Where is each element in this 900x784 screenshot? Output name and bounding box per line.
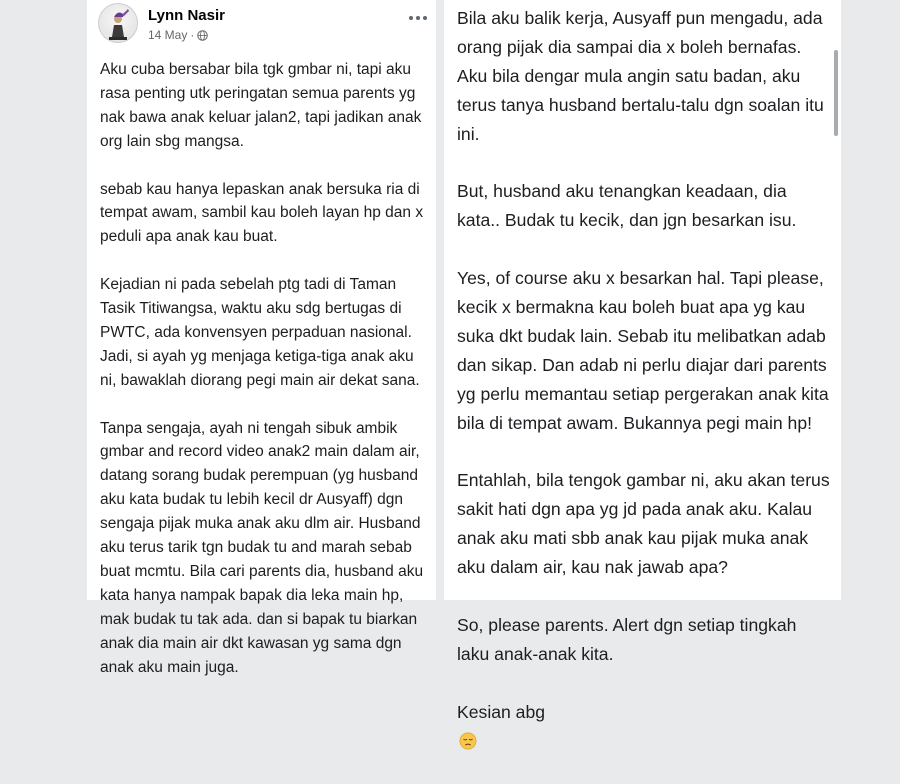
post-paragraph: Tanpa sengaja, ayah ni tengah sibuk ambik gmbar and record video anak2 main dalam air, datang sorang budak perempuan (yg husband aku kata budak tu lebih kecil dr Ausyaff) dgn sengaja pijak muka anak aku dlm air. Husband aku terus tarik tgn budak tu and marah sebab buat mcmtu. Bila cari parents dia, husband aku kata hanya nampak bapak dia leka main hp, mak budak tu tak ada. dan si bapak tu biarkan anak dia main air dkt kawasan yg sama dgn anak aku main juga. xyxy=(100,419,424,676)
post-paragraph: sebab kau hanya lepaskan anak bersuka ria di tempat awam, sambil kau boleh layan hp dan x peduli apa anak kau buat. xyxy=(100,180,424,246)
post-paragraph: Bila aku balik kerja, Ausyaff pun mengadu, ada orang pijak dia sampai dia x boleh bernafas. Aku bila dengar mula angin satu badan, aku terus tanya husband bertalu-talu dgn soalan itu ini. xyxy=(457,8,824,144)
post-paragraph: So, please parents. Alert dgn setiap tingkah laku anak-anak kita. xyxy=(457,614,797,664)
meta-separator: · xyxy=(190,28,195,42)
post-date[interactable]: 14 May xyxy=(148,28,188,42)
post-text-left xyxy=(100,58,434,703)
more-dots-icon xyxy=(409,16,413,20)
post-meta xyxy=(148,28,208,42)
disappointed-face-emoji xyxy=(459,732,477,750)
closing-line xyxy=(457,698,839,756)
post-paragraph: Entahlah, bila tengok gambar ni, aku akan terus sakit hati dgn apa yg jd pada anak aku. Kalau anak aku mati sbb anak kau pijak muka anak aku dalam air, kau nak jawab apa? xyxy=(457,470,830,578)
post-paragraph: But, husband aku tenangkan keadaan, dia kata.. Budak tu kecik, dan jgn besarkan isu. xyxy=(457,181,797,231)
post-text-right xyxy=(457,4,839,784)
post-header xyxy=(98,3,433,47)
globe-icon xyxy=(197,30,208,41)
author-name[interactable]: Lynn Nasir xyxy=(148,7,225,24)
more-options-button[interactable] xyxy=(405,9,431,27)
right-screenshot-panel xyxy=(444,0,841,722)
post-paragraph: Kejadian ni pada sebelah ptg tadi di Taman Tasik Titiwangsa, waktu aku sdg bertugas di PWTC, ada konvensyen perpaduan nasional. Jadi, si ayah yg menjaga ketiga-tiga anak aku ni, bawaklah diorang pegi main air dekat sana. xyxy=(100,276,420,389)
left-screenshot-panel xyxy=(87,0,436,676)
scrollbar-thumb[interactable] xyxy=(834,50,838,136)
post-paragraph: Yes, of course aku x besarkan hal. Tapi please, kecik x bermakna kau boleh buat apa yg kau suka dkt budak lain. Sebab itu melibatkan adab dan sikap. Dan adab ni perlu diajar dari parents yg perlu memantau setiap pergerakan anak kita bila di tempat awam. Bukannya pegi main hp! xyxy=(457,268,829,433)
avatar[interactable] xyxy=(98,3,138,43)
avatar-figure-icon xyxy=(98,3,138,43)
closing-text: Kesian abg xyxy=(457,701,546,722)
post-paragraph: Aku cuba bersabar bila tgk gmbar ni, tapi aku rasa penting utk peringatan semua parents yg nak bawa anak keluar jalan2, tapi jadikan anak org lain sbg mangsa. xyxy=(100,61,422,150)
